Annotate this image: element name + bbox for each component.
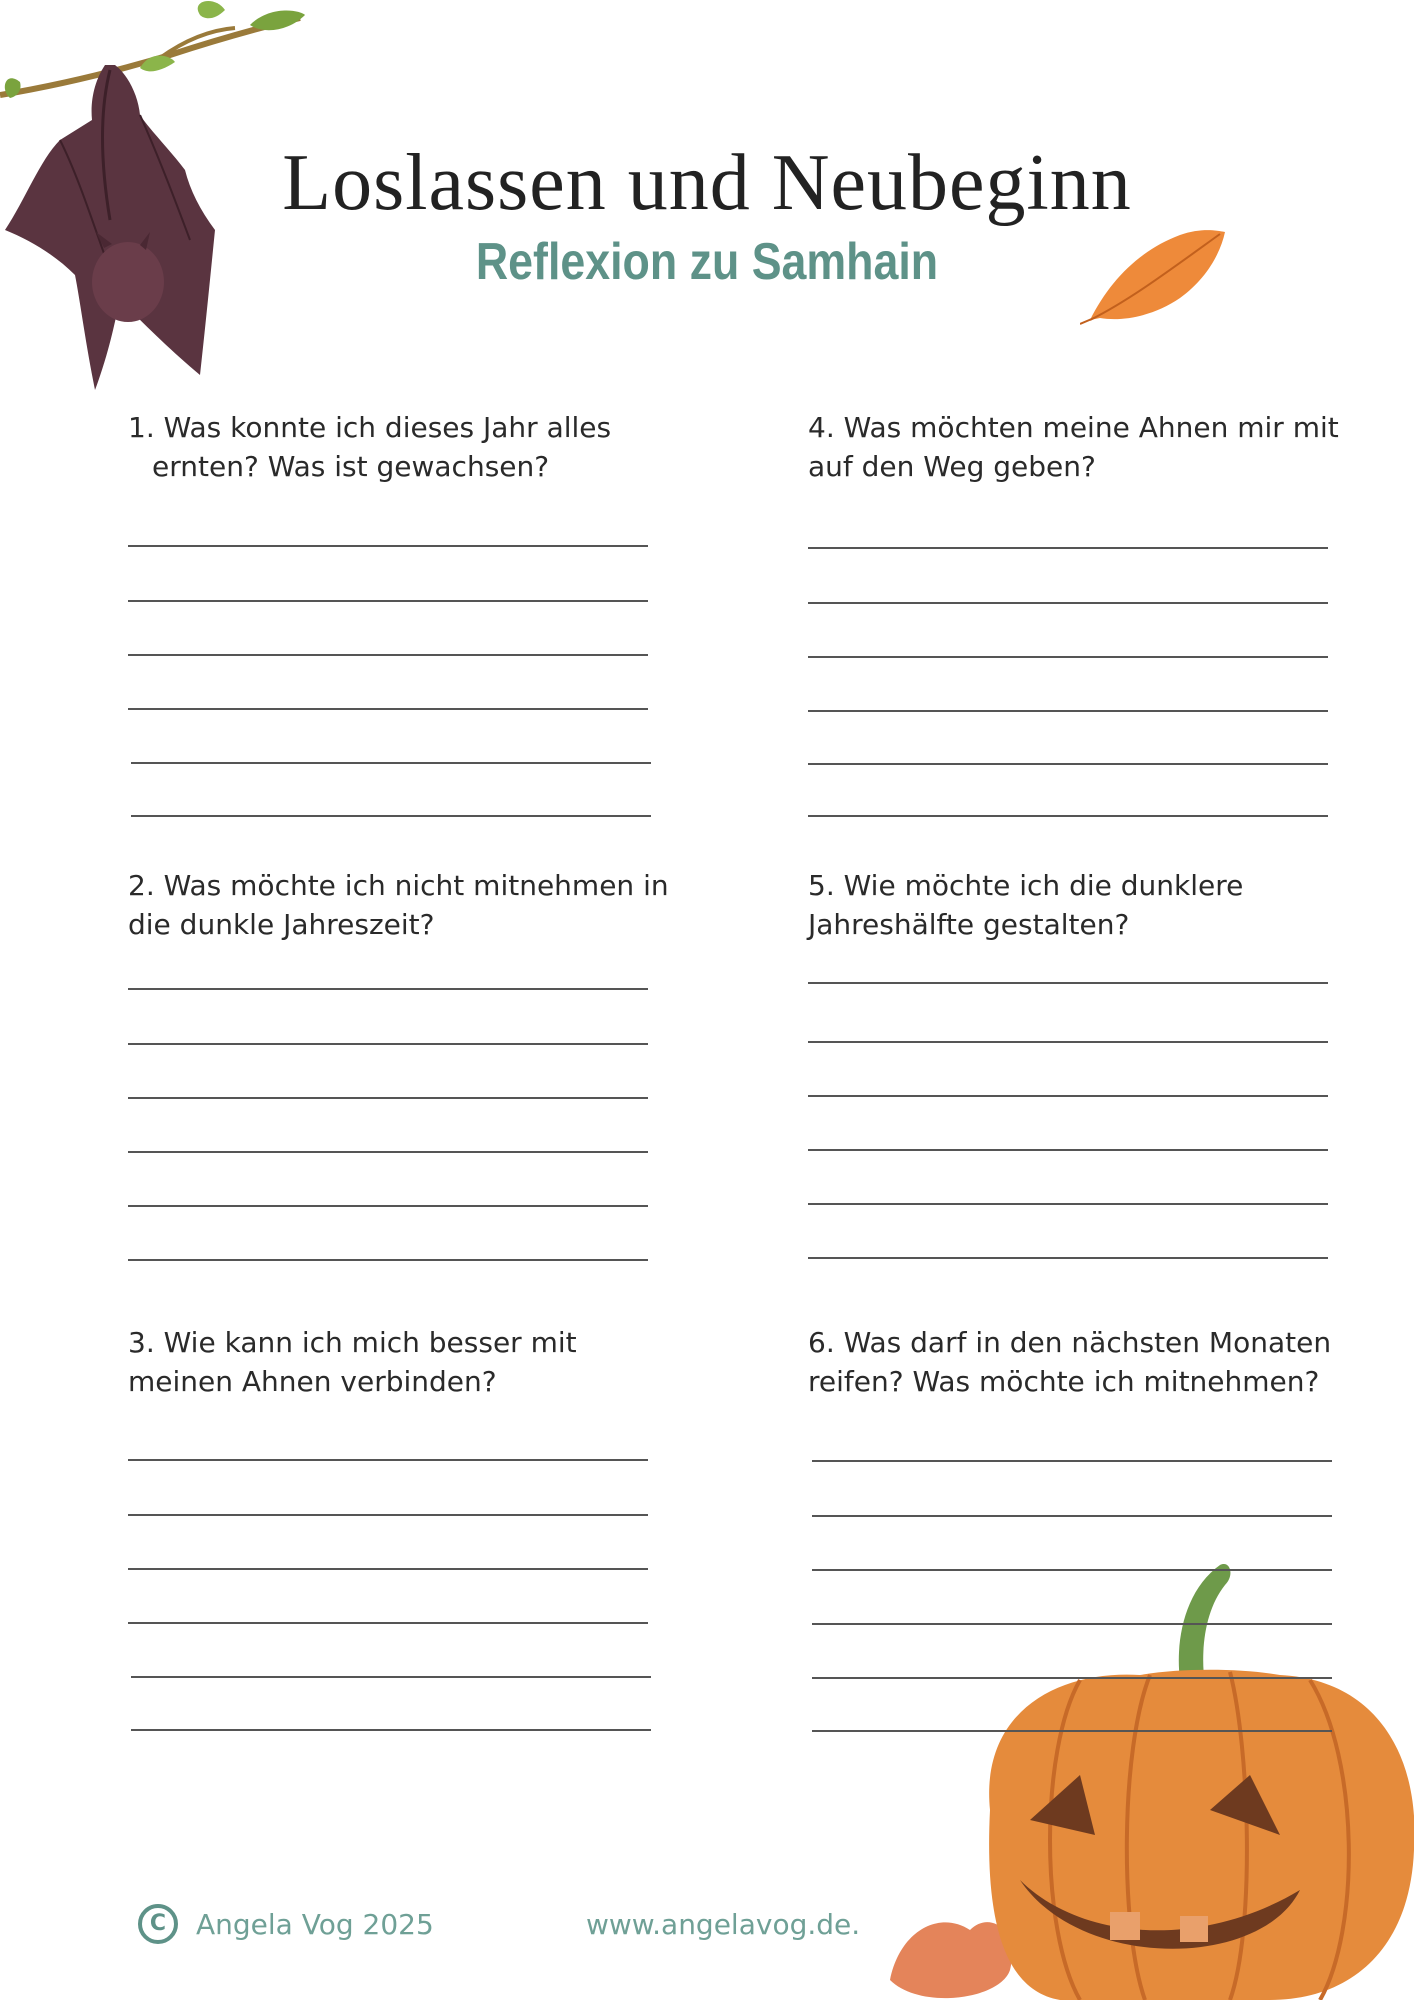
footer-website-link[interactable]: www.angelavog.de. <box>586 1908 861 1941</box>
answer-line[interactable] <box>131 1729 651 1731</box>
answer-line[interactable] <box>131 815 651 817</box>
answer-line[interactable] <box>128 1622 648 1624</box>
answer-line[interactable] <box>128 600 648 602</box>
question-1: 1. Was konnte ich dieses Jahr alles ernten? Was ist gewachsen? <box>128 411 612 483</box>
answer-line[interactable] <box>128 1514 648 1516</box>
question-5: 5. Wie möchte ich die dunklere Jahreshälfte gestalten? <box>808 869 1244 941</box>
answer-line[interactable] <box>128 1568 648 1570</box>
question-4: 4. Was möchten meine Ahnen mir mit auf den Weg geben? <box>808 411 1339 483</box>
copyright-icon: C <box>138 1904 178 1944</box>
answer-line[interactable] <box>131 762 651 764</box>
answer-line[interactable] <box>128 988 648 990</box>
page-title: Loslassen und Neubeginn <box>282 139 1132 227</box>
answer-line[interactable] <box>128 1259 648 1261</box>
answer-line[interactable] <box>808 1095 1328 1097</box>
answer-line[interactable] <box>812 1730 1332 1732</box>
answer-line[interactable] <box>128 545 648 547</box>
answer-line[interactable] <box>128 654 648 656</box>
answer-line[interactable] <box>128 1043 648 1045</box>
answer-line[interactable] <box>812 1569 1332 1571</box>
footer-author: Angela Vog 2025 <box>196 1908 434 1941</box>
question-3: 3. Wie kann ich mich besser mit meinen Ahnen verbinden? <box>128 1326 577 1398</box>
answer-line[interactable] <box>808 1257 1328 1259</box>
answer-line[interactable] <box>812 1460 1332 1462</box>
question-6: 6. Was darf in den nächsten Monaten reifen? Was möchte ich mitnehmen? <box>808 1326 1332 1398</box>
answer-line[interactable] <box>128 1205 648 1207</box>
answer-line[interactable] <box>808 1041 1328 1043</box>
answer-line[interactable] <box>808 763 1328 765</box>
answer-line[interactable] <box>128 1097 648 1099</box>
answer-line[interactable] <box>808 1149 1328 1151</box>
answer-line[interactable] <box>808 982 1328 984</box>
answer-line[interactable] <box>808 1203 1328 1205</box>
answer-line[interactable] <box>808 547 1328 549</box>
question-2: 2. Was möchte ich nicht mitnehmen in die dunkle Jahreszeit? <box>128 869 669 941</box>
answer-line[interactable] <box>808 602 1328 604</box>
answer-line[interactable] <box>128 1151 648 1153</box>
page-subtitle: Reflexion zu Samhain <box>475 233 939 291</box>
answer-line[interactable] <box>812 1515 1332 1517</box>
answer-line[interactable] <box>808 815 1328 817</box>
answer-line[interactable] <box>812 1677 1332 1679</box>
answer-line[interactable] <box>131 1676 651 1678</box>
answer-line[interactable] <box>808 710 1328 712</box>
answer-line[interactable] <box>808 656 1328 658</box>
pumpkin-illustration <box>880 1550 1414 2000</box>
answer-line[interactable] <box>812 1623 1332 1625</box>
answer-line[interactable] <box>128 708 648 710</box>
answer-line[interactable] <box>128 1459 648 1461</box>
